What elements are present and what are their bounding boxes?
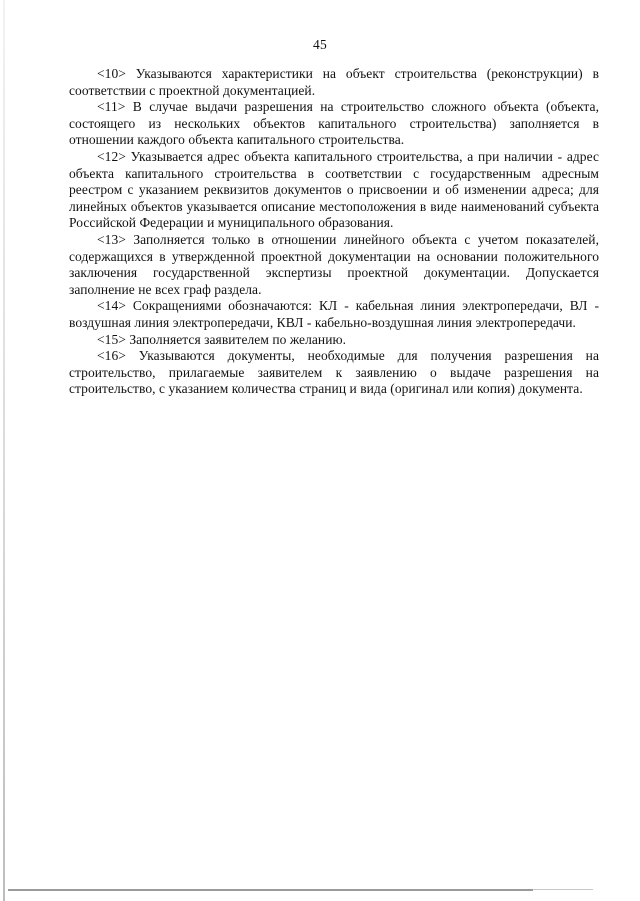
footnote-10: <10> Указываются характеристики на объект строительства (реконструкции) в соответствии с проектной документацией. (69, 66, 599, 98)
scan-bottom-edge-tail (533, 889, 593, 890)
scan-left-edge (3, 0, 5, 901)
footnote-12: <12> Указывается адрес объекта капитального строительства, а при наличии - адрес объекта капитального строительства в соответствии с государственным адресным реестром с указанием реквизитов документов о присвоении и об изменении адреса; для линейных объектов указывается описание местоположения в виде наименований субъекта Российской Федерации и муниципального образования. (69, 148, 599, 231)
page-number: 45 (313, 37, 327, 52)
footnote-11: <11> В случае выдачи разрешения на строительство сложного объекта (объекта, состоящего из нескольких объектов капитального строительства) заполняется в отношении каждого объекта капитального строительства. (69, 99, 599, 148)
footnote-14: <14> Сокращениями обозначаются: КЛ - кабельная линия электропередачи, ВЛ - воздушная линия электропередачи, КВЛ - кабельно-воздушная линия электропередачи. (69, 298, 599, 330)
footnote-16: <16> Указываются документы, необходимые для получения разрешения на строительство, прилагаемые заявителем к заявлению о выдаче разрешения на строительство, с указанием количества страниц и вида (оригинал или копия) документа. (69, 348, 599, 397)
footnote-15: <15> Заполняется заявителем по желанию. (97, 331, 347, 347)
scan-bottom-edge (8, 889, 533, 891)
footnotes-block (69, 66, 599, 398)
footnote-13: <13> Заполняется только в отношении линейного объекта с учетом показателей, содержащихся в утвержденной проектной документации на основании положительного заключения государственной экспертизы проектной документации. Допускается заполнение не всех граф раздела. (69, 231, 599, 297)
